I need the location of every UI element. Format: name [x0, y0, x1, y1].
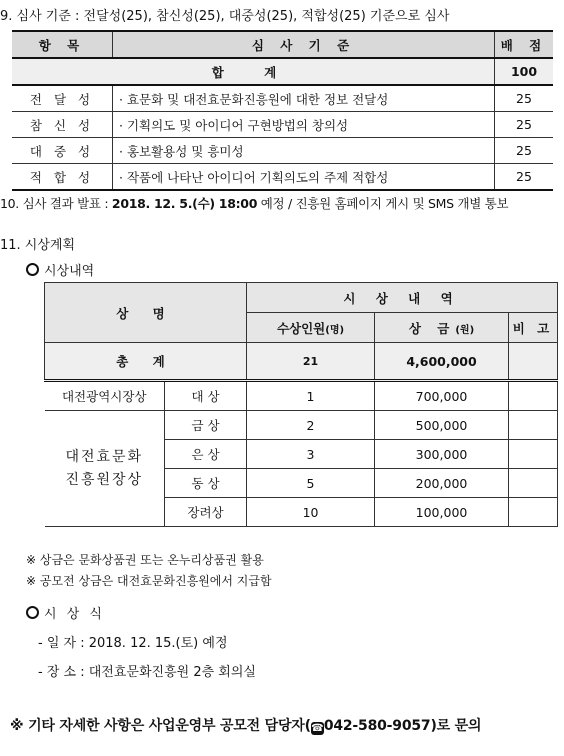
criteria-header-criterion: 심 사 기 준: [113, 31, 495, 58]
criteria-criterion: · 효문화 및 대전효문화진흥원에 대한 정보 전달성: [113, 85, 495, 112]
criteria-table: [12, 30, 553, 191]
criteria-item: 적 합 성: [12, 164, 113, 191]
criteria-header-row: [12, 31, 553, 58]
awards-header-note: 비 고: [509, 313, 558, 343]
awards-note: [509, 440, 558, 469]
criteria-criterion: · 홍보활용성 및 흥미성: [113, 138, 495, 164]
awards-prize: 100,000: [375, 498, 509, 527]
criteria-score: 25: [495, 85, 554, 112]
criteria-total-value: 100: [495, 58, 554, 85]
awards-org-institute: [45, 411, 165, 527]
section-9-heading: 9. 심사 기준 : 전달성(25), 참신성(25), 대중성(25), 적합성(25) 기준으로 심사: [0, 9, 450, 24]
awards-header-prize-label: 상 금: [408, 320, 456, 336]
awards-grade: 금 상: [165, 411, 247, 440]
awards-note: [509, 469, 558, 498]
section-10-prefix: 10. 심사 결과 발표 :: [0, 196, 112, 211]
awards-subheading-text: 시상내역: [44, 264, 95, 279]
criteria-row: [12, 164, 553, 191]
section-11-heading: 11. 시상계획: [0, 238, 76, 253]
awards-count: 3: [247, 440, 375, 469]
criteria-total-row: [12, 58, 553, 85]
criteria-item: 참 신 성: [12, 112, 113, 138]
awards-count: 10: [247, 498, 375, 527]
awards-org-mayor: 대전광역시장상: [45, 381, 165, 411]
awards-total-note: [509, 343, 558, 381]
contact-number: 042-580-9057: [323, 718, 431, 734]
awards-total-row: [45, 343, 558, 381]
ceremony-subheading-text: 시 상 식: [44, 607, 105, 622]
awards-header-count-unit: (명): [325, 324, 345, 336]
awards-total-count: 21: [247, 343, 375, 381]
ceremony-date: - 일 자 : 2018. 12. 15.(토) 예정: [38, 636, 228, 651]
criteria-item: 전 달 성: [12, 85, 113, 112]
awards-prize: 700,000: [375, 381, 509, 411]
contact-footer: [10, 715, 481, 735]
awards-prize: 500,000: [375, 411, 509, 440]
awards-prize: 300,000: [375, 440, 509, 469]
criteria-item: 대 중 성: [12, 138, 113, 164]
awards-header-prize-unit: (원): [455, 324, 475, 336]
circle-bullet-icon: [26, 606, 39, 619]
criteria-row: [12, 138, 553, 164]
awards-grade: 동 상: [165, 469, 247, 498]
awards-org-institute-line1: 대전효문화: [65, 448, 144, 465]
awards-total-prize: 4,600,000: [375, 343, 509, 381]
criteria-total-label: 합 계: [12, 58, 495, 85]
criteria-row: [12, 85, 553, 112]
criteria-score: 25: [495, 164, 554, 191]
circle-bullet-icon: [26, 263, 39, 276]
note-line: ※ 상금은 문화상품권 또는 온누리상품권 활용: [26, 553, 264, 567]
ceremony-place: - 장 소 : 대전효문화진흥원 2층 회의실: [38, 665, 256, 680]
section-10-suffix: 예정 / 진흥원 홈페이지 게시 및 SMS 개별 통보: [257, 196, 509, 211]
awards-count: 1: [247, 381, 375, 411]
awards-header-row-1: [45, 283, 558, 313]
criteria-score: 25: [495, 138, 554, 164]
awards-count: 2: [247, 411, 375, 440]
awards-header-name: 상 명: [45, 283, 247, 343]
awards-row-mayor: [45, 381, 558, 411]
awards-grade: 대 상: [165, 381, 247, 411]
awards-prize: 200,000: [375, 469, 509, 498]
criteria-row: [12, 112, 553, 138]
awards-grade: 은 상: [165, 440, 247, 469]
awards-header-count: [247, 313, 375, 343]
phone-icon: ☎: [311, 723, 324, 734]
criteria-header-score: 배 점: [495, 31, 554, 58]
awards-header-group: 시 상 내 역: [247, 283, 558, 313]
criteria-criterion: · 작품에 나타난 아이디어 기획의도의 주제 적합성: [113, 164, 495, 191]
awards-note: [509, 498, 558, 527]
awards-header-prize: [375, 313, 509, 343]
awards-table: [44, 282, 558, 527]
section-10-date: 2018. 12. 5.(수) 18:00: [111, 196, 258, 211]
awards-subheading: [26, 260, 94, 279]
awards-total-label: 총 계: [45, 343, 247, 381]
criteria-criterion: · 기획의도 및 아이디어 구현방법의 창의성: [113, 112, 495, 138]
section-10-line: [0, 194, 508, 212]
criteria-score: 25: [495, 112, 554, 138]
note-line: ※ 공모전 상금은 대전효문화진흥원에서 지급함: [26, 574, 272, 588]
contact-prefix: ※ 기타 자세한 사항은 사업운영부 공모전 담당자(: [10, 718, 311, 734]
ceremony-subheading: [26, 603, 105, 622]
awards-count: 5: [247, 469, 375, 498]
awards-row: [45, 411, 558, 440]
awards-note: [509, 381, 558, 411]
awards-org-institute-line2: 진흥원장상: [65, 471, 144, 488]
awards-grade: 장려상: [165, 498, 247, 527]
criteria-header-item: 항 목: [12, 31, 113, 58]
contact-suffix: )로 문의: [430, 718, 482, 734]
awards-note: [509, 411, 558, 440]
awards-header-count-label: 수상인원: [276, 320, 326, 336]
